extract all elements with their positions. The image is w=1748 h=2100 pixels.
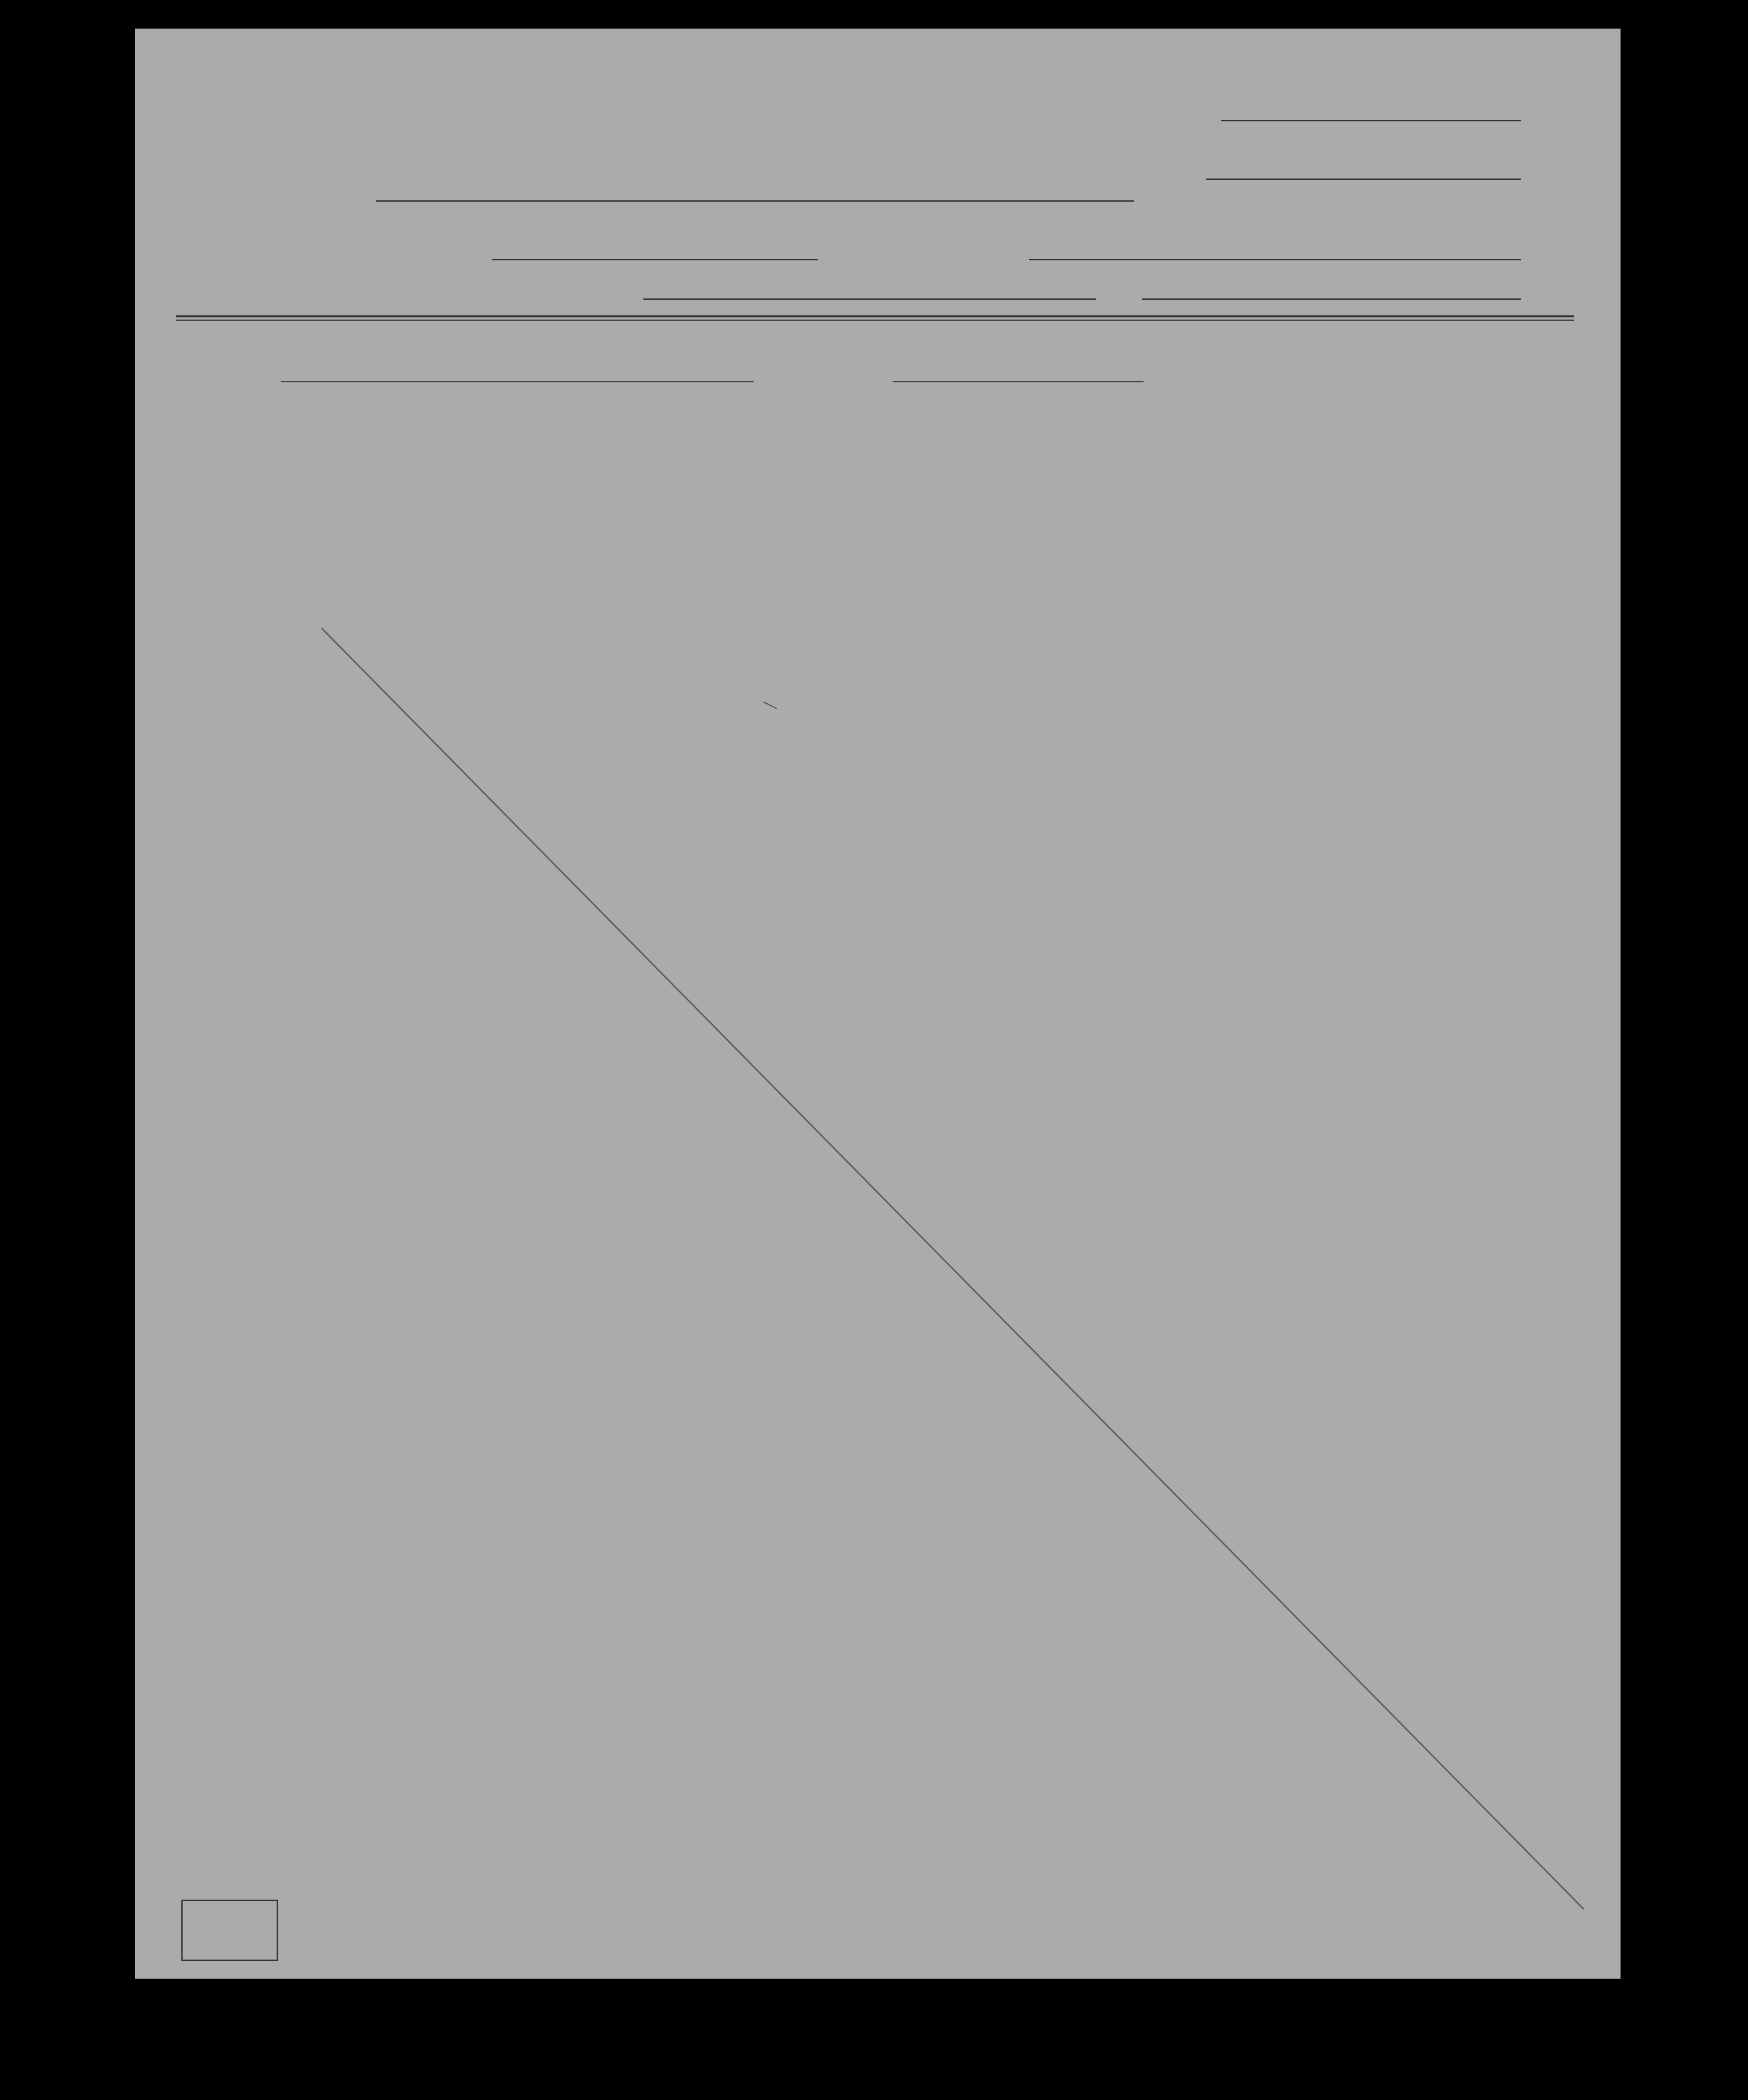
total-box [181,1900,278,1961]
diagonal-cancel-line [322,628,1584,1909]
